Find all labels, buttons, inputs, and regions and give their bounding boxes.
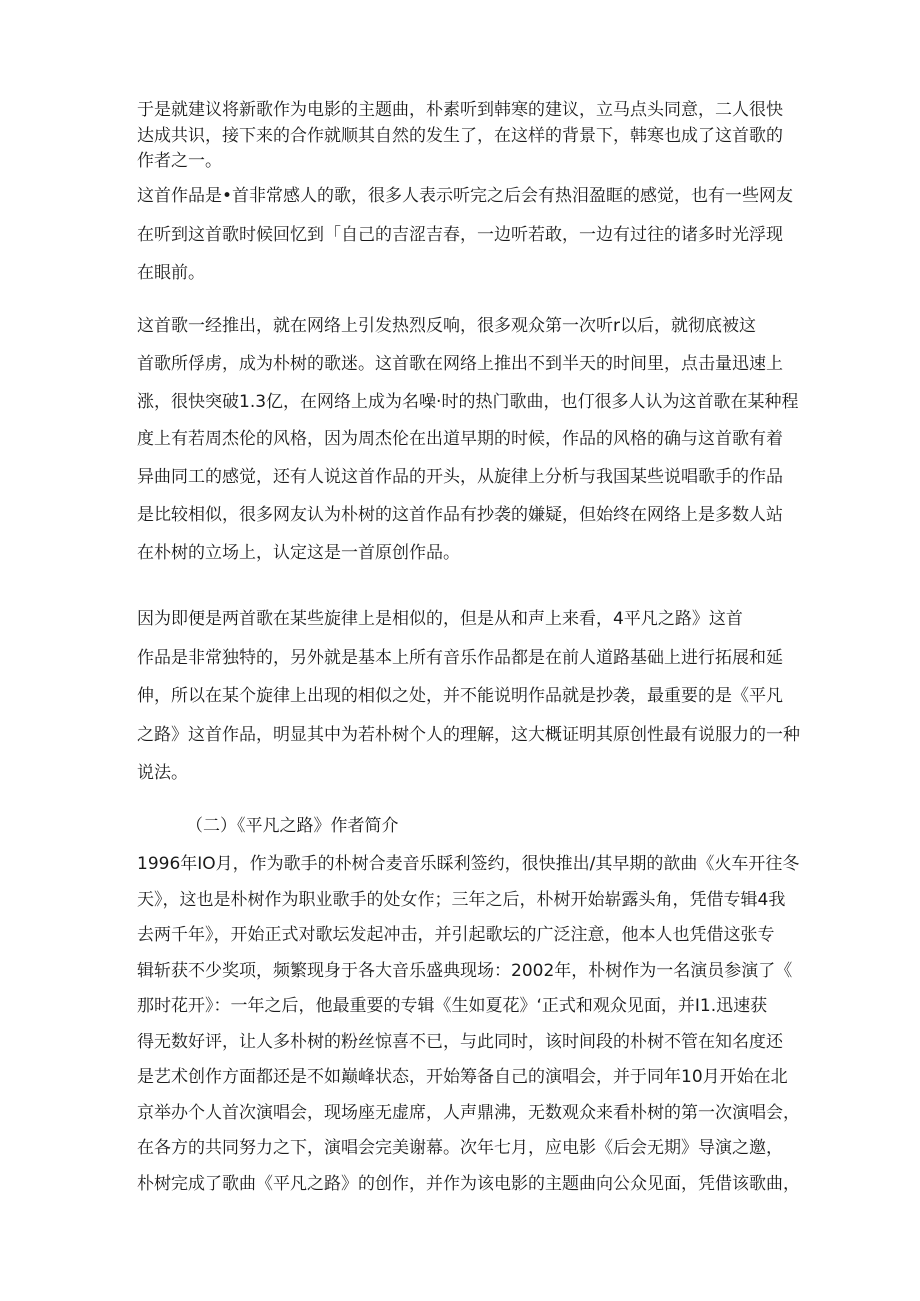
text-line: 作品是非常独特的，另外就是基本上所有音乐作品都是在前人道路基础上进行拓展和延	[137, 647, 783, 668]
text-line: 朴树完成了歌曲《平凡之路》的创作，并作为该电影的主题曲向公众见面，凭借该歌曲，	[137, 1173, 800, 1194]
text-line: 京举办个人首次演唱会，现场座无虚席，人声鼎沸，无数观众来看朴树的第一次演唱会，	[137, 1102, 800, 1123]
text-line: 得无数好评，让人多朴树的粉丝惊喜不已，与此同时，该时间段的朴树不管在知名度还	[137, 1031, 783, 1052]
text-line: 伸，所以在某个旋律上出现的相似之处，并不能说明作品就是抄袭，最重要的是《平凡	[137, 686, 783, 706]
section-heading	[137, 818, 797, 835]
text-line: 这首作品是•首非常感人的歌，很多人表示听完之后会有热泪盈眶的感觉，也有一些网友	[137, 186, 794, 206]
text-line: 天》，这也是朴树作为职业歌手的处女作；三年之后，朴树开始崭露头角，凭借专辑4我	[137, 889, 786, 910]
text-line: 达成共识，接下来的合作就顺其自然的发生了，在这样的背景下，韩寒也成了这首歌的	[137, 125, 783, 146]
section-heading-text: （二）《平凡之路》作者简介	[186, 816, 399, 836]
text-line: 度上有若周杰伦的风格，因为周杰伦在出道早期的时候，作品的风格的确与这首歌有着	[137, 429, 783, 450]
text-line: 辑斩获不少奖项，频繁现身于各大音乐盛典现场：2002年，朴树作为一名演员参演了《	[137, 960, 793, 981]
text-line: 是艺术创作方面都还是不如巅峰状态，开始筹备自己的演唱会，并于同年10月开始在北	[137, 1067, 788, 1087]
text-line: 异曲同工的感觉，还有人说这首作品的开头，从旋律上分析与我国某些说唱歌手的作品	[137, 467, 783, 488]
paragraph-hanhan-coauthor	[137, 102, 797, 179]
paragraph-originality	[137, 609, 800, 804]
paragraph-online-reaction	[137, 318, 797, 583]
text-line: 在各方的共同努力之下，演唱会完美谢幕。次年七月，应电影《后会无期》导演之邀，	[137, 1138, 783, 1158]
text-line: 在眼前。	[137, 263, 205, 283]
text-line: 这首歌一经推出，就在网络上引发热烈反响，很多观众第一次听r以后，就彻底被这	[137, 316, 756, 336]
text-line: 作者之一。	[137, 151, 222, 171]
paragraph-author-bio	[137, 854, 800, 1211]
text-line: 1996年IO月，作为歌手的朴树合麦音乐睬利签约，很快推出/其早期的歆曲《火车开往冬	[137, 854, 800, 874]
text-line: 是比较相似，很多网友认为朴树的这首作品有抄袭的嫌疑，但始终在网络上是多数人站	[137, 504, 783, 525]
text-line: 之路》这首作品，明显其中为若朴树个人的理解，这大概证明其原创性最有说服力的一种	[137, 724, 800, 745]
text-line: 在朴树的立场上，认定这是一首原创作品。	[137, 542, 460, 563]
text-line: 于是就建议将新歌作为电影的主题曲，朴素听到韩寒的建议，立马点头同意，二人很快	[137, 100, 783, 120]
text-line: 涨，很快突破1.3亿，在网络上成为名噪·时的热门歌曲，也仃很多人认为这首歌在某种程	[137, 391, 799, 412]
text-line: 说法。	[137, 763, 188, 783]
text-line: 那时花开》：一年之后，他最重要的专辑《生如夏花》‘正式和观众见面，并I1.迅速获	[137, 996, 768, 1016]
text-line: 因为即便是两首歌在某些旋律上是相似的，但是从和声上来看，4平凡之路》这首	[137, 609, 743, 629]
text-line: 在听到这首歌时候回忆到「自己的吉涩吉春，一边听若敢，一边有过往的诸多时光浮现	[137, 224, 783, 245]
text-line: 去两千年》，开始正式对歌坛发起冲击，并引起歌坛的广泛注意，他本人也凭借这张专	[137, 925, 775, 945]
paragraph-song-emotion	[137, 188, 797, 304]
text-line: 首歌所俘虏，成为朴树的歌迷。这首歌在网络上推出不到半天的时间里，点击量迅速上	[137, 353, 783, 374]
